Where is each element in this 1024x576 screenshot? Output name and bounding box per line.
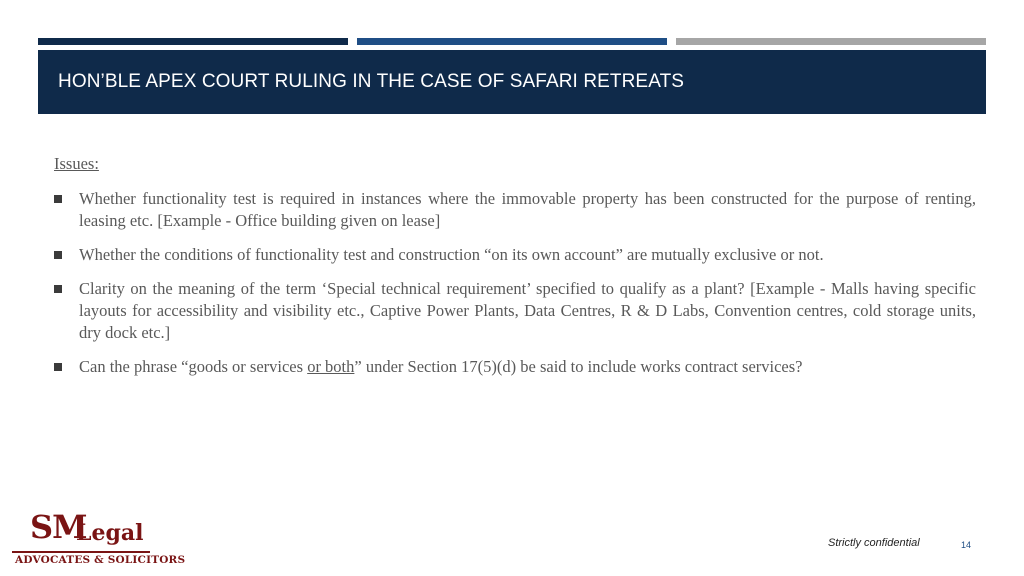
issue-text: Whether the conditions of functionality test and construction “on its own account” are mutually exclusive or not.: [79, 245, 824, 264]
issue-item: [54, 278, 976, 344]
logo-initials: SM: [30, 508, 87, 546]
square-bullet-icon: [54, 363, 62, 371]
issues-heading: Issues:: [54, 154, 99, 173]
slide-title: HON’BLE APEX COURT RULING IN THE CASE OF SAFARI RETREATS: [58, 71, 685, 92]
issue-text: Whether functionality test is required in instances where the immovable property has been constructed for the purpose of renting, leasing etc. [Example - Office building given on lease]: [79, 189, 976, 230]
issue-text: Clarity on the meaning of the term ‘Special technical requirement’ specified to qualify as a plant? [Example - Malls having specific layouts for accessibility and visibility etc., Captive Power Plants, Data Centres, R & D Labs, Convention centres, cold storage units, dry dock etc.]: [79, 279, 976, 342]
logo-word: Legal: [76, 520, 144, 546]
issue-text-prefix: Can the phrase “goods or services: [79, 357, 308, 376]
square-bullet-icon: [54, 251, 62, 259]
sm-legal-logo: [12, 508, 186, 568]
title-banner: [38, 50, 986, 114]
issue-item: [54, 188, 976, 232]
square-bullet-icon: [54, 195, 62, 203]
issue-item: [54, 244, 976, 266]
issue-item: [54, 356, 976, 378]
accent-bar-navy: [38, 38, 348, 45]
confidential-label: Strictly confidential: [828, 537, 920, 549]
logo-subtitle: ADVOCATES & SOLICITORS: [15, 554, 186, 566]
issue-text-underlined: or both: [307, 357, 355, 376]
page-number: 14: [961, 540, 972, 550]
accent-bar-grey: [676, 38, 986, 45]
top-accent-bars: [38, 38, 986, 45]
slide-content: [54, 154, 976, 390]
square-bullet-icon: [54, 285, 62, 293]
logo-divider: [12, 551, 150, 553]
accent-bar-blue: [357, 38, 667, 45]
issue-text-suffix: ” under Section 17(5)(d) be said to include works contract services?: [354, 357, 803, 376]
